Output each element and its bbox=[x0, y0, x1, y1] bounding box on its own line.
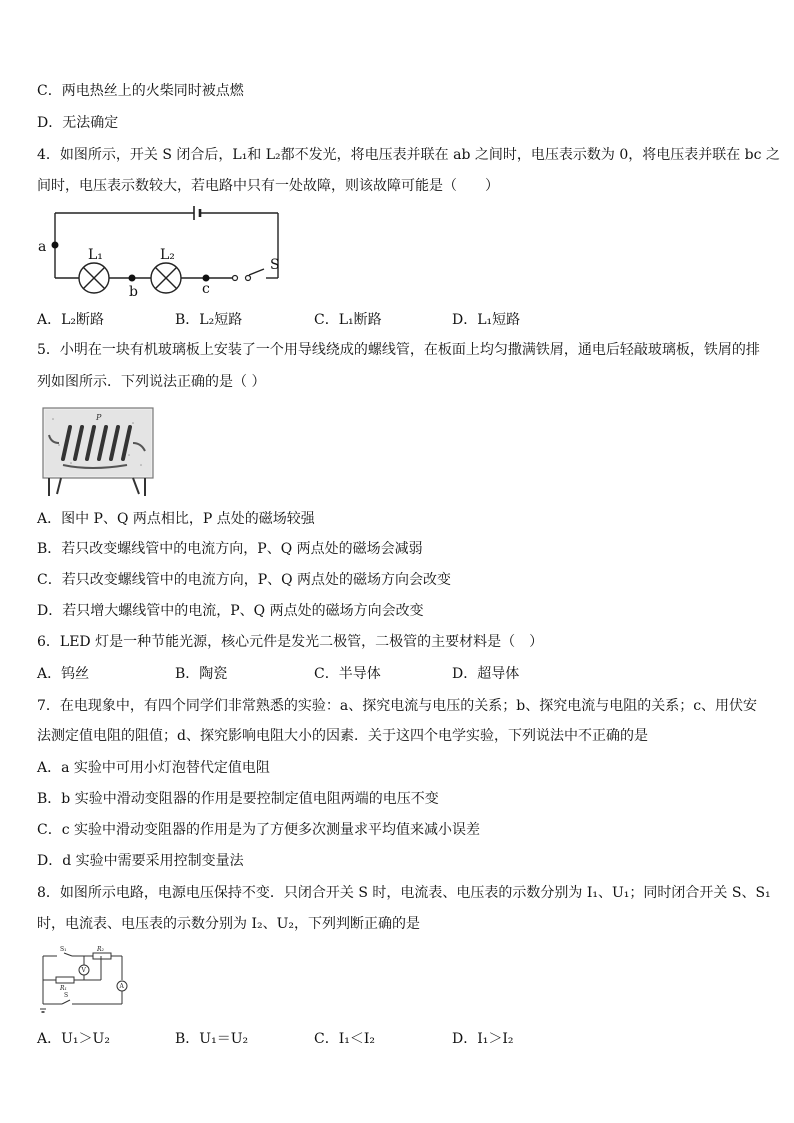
label-ammeter: A bbox=[119, 983, 124, 990]
label-s: S bbox=[270, 257, 280, 273]
q4-option-a: A．L₂断路 bbox=[37, 312, 105, 328]
label-a: a bbox=[38, 239, 47, 255]
label-r1: R₁ bbox=[60, 985, 67, 992]
q5-option-b: B．若只改变螺线管中的电流方向，P、Q 两点处的磁场会减弱 bbox=[37, 541, 423, 557]
q8-option-d: D．I₁＞I₂ bbox=[452, 1031, 514, 1047]
q8-option-a: A．U₁＞U₂ bbox=[37, 1031, 110, 1047]
label-r2: R₂ bbox=[97, 946, 104, 953]
label-c: c bbox=[202, 281, 210, 297]
q3-option-c: C．两电热丝上的火柴同时被点燃 bbox=[37, 83, 244, 99]
q5-option-d: D．若只增大螺线管中的电流，P、Q 两点处的磁场方向会改变 bbox=[37, 603, 424, 619]
label-v: V bbox=[81, 967, 86, 974]
q7-stem-line1: 7．在电现象中，有四个同学们非常熟悉的实验：a、探究电流与电压的关系；b、探究电流与电阻的关系；c、用伏安 bbox=[37, 698, 758, 714]
q4-option-c: C．L₁断路 bbox=[314, 312, 382, 328]
q6-option-a: A．钨丝 bbox=[37, 666, 90, 682]
q8-options bbox=[37, 1030, 597, 1048]
q8-stem-line2: 时，电流表、电压表的示数分别为 I₂、U₂，下列判断正确的是 bbox=[37, 916, 421, 932]
q4-stem-line1: 4．如图所示，开关 S 闭合后，L₁和 L₂都不发光，将电压表并联在 ab 之间时，电压表示数为 0，将电压表并联在 bc 之 bbox=[37, 147, 780, 163]
q7-option-b: B．b 实验中滑动变阻器的作用是要控制定值电阻两端的电压不变 bbox=[37, 791, 439, 807]
q4-option-d: D．L₁短路 bbox=[452, 312, 521, 328]
q5-option-c: C．若只改变螺线管中的电流方向，P、Q 两点处的磁场方向会改变 bbox=[37, 572, 452, 588]
q6-option-c: C．半导体 bbox=[314, 666, 381, 682]
label-s1: S₁ bbox=[60, 946, 67, 953]
q7-option-c: C．c 实验中滑动变阻器的作用是为了方便多次测量求平均值来减小误差 bbox=[37, 822, 481, 838]
q7-option-d: D．d 实验中需要采用控制变量法 bbox=[37, 853, 244, 869]
q7-stem-line2: 法测定值电阻的阻值；d、探究影响电阻大小的因素．关于这四个电学实验，下列说法中不正确的是 bbox=[37, 728, 648, 744]
q5-stem-line2: 列如图所示．下列说法正确的是（ ） bbox=[37, 374, 266, 390]
q6-options bbox=[37, 665, 597, 683]
q6-option-b: B．陶瓷 bbox=[175, 666, 228, 682]
label-l1: L₁ bbox=[88, 247, 103, 263]
q8-stem-line1: 8．如图所示电路，电源电压保持不变．只闭合开关 S 时，电流表、电压表的示数分别为 I₁、U₁；同时闭合开关 S、S₁ bbox=[37, 885, 771, 901]
q6-stem: 6．LED 灯是一种节能光源，核心元件是发光二极管，二极管的主要材料是（ ） bbox=[37, 634, 544, 650]
q5-solenoid-photo bbox=[41, 405, 156, 498]
q8-option-c: C．I₁＜I₂ bbox=[314, 1031, 375, 1047]
q4-circuit-figure bbox=[34, 203, 284, 303]
q5-option-a: A．图中 P、Q 两点相比，P 点处的磁场较强 bbox=[37, 511, 315, 527]
label-p: P bbox=[96, 413, 102, 422]
label-s: S bbox=[64, 992, 69, 999]
q3-option-d: D．无法确定 bbox=[37, 115, 119, 131]
node-a bbox=[52, 242, 59, 249]
q5-stem-line1: 5．小明在一块有机玻璃板上安装了一个用导线绕成的螺线管，在板面上均匀撒满铁屑，通电后轻敲玻璃板，铁屑的排 bbox=[37, 342, 760, 358]
q4-option-b: B．L₂短路 bbox=[175, 312, 243, 328]
label-b: b bbox=[129, 284, 138, 300]
node-b bbox=[129, 275, 136, 282]
q8-circuit-figure bbox=[38, 942, 133, 1014]
q6-option-d: D．超导体 bbox=[452, 666, 520, 682]
q4-options bbox=[37, 311, 597, 329]
q4-stem-line2: 间时，电压表示数较大，若电路中只有一处故障，则该故障可能是（ ） bbox=[37, 178, 499, 194]
q8-option-b: B．U₁＝U₂ bbox=[175, 1031, 249, 1047]
label-l2: L₂ bbox=[160, 247, 175, 263]
q7-option-a: A．a 实验中可用小灯泡替代定值电阻 bbox=[37, 760, 270, 776]
